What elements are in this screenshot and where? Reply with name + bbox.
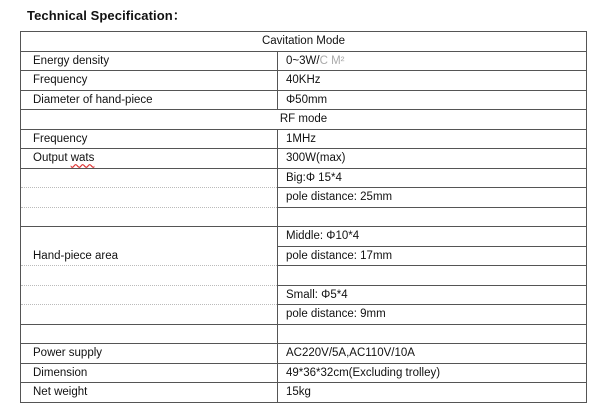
dimension-value: 49*36*32cm(Excluding trolley): [278, 363, 587, 383]
handpiece-spacer: [21, 285, 278, 305]
energy-density-value: 0~3W/C M²: [278, 51, 587, 71]
handpiece-spacer: [21, 168, 278, 188]
handpiece-spacer: [21, 305, 278, 325]
table-row: [21, 71, 587, 91]
handpiece-spacer: [21, 266, 278, 286]
table-row: [21, 266, 587, 286]
cavitation-frequency-value: 40KHz: [278, 71, 587, 91]
handpiece-diameter-label: Diameter of hand-piece: [21, 90, 278, 110]
dimension-label: Dimension: [21, 363, 278, 383]
rf-heading: RF mode: [21, 110, 587, 130]
table-row: [21, 51, 587, 71]
table-row: [21, 285, 587, 305]
rf-frequency-value: 1MHz: [278, 129, 587, 149]
table-row: [21, 188, 587, 208]
output-value: 300W(max): [278, 149, 587, 169]
table-row: [21, 110, 587, 130]
table-row: [21, 129, 587, 149]
table-row: [21, 344, 587, 364]
handpiece-gap: [278, 324, 587, 344]
handpiece-spacer: [21, 207, 278, 227]
table-row: [21, 227, 587, 247]
net-weight-value: 15kg: [278, 383, 587, 403]
handpiece-gap: [278, 266, 587, 286]
spellcheck-word: wats: [70, 152, 95, 165]
table-row: [21, 90, 587, 110]
power-supply-value: AC220V/5A,AC110V/10A: [278, 344, 587, 364]
energy-density-label: Energy density: [21, 51, 278, 71]
handpiece-big: Big:Φ 15*4: [278, 168, 587, 188]
table-row: [21, 149, 587, 169]
cavitation-frequency-label: Frequency: [21, 71, 278, 91]
handpiece-gap: [278, 207, 587, 227]
table-row: [21, 324, 587, 344]
handpiece-small: Small: Φ5*4: [278, 285, 587, 305]
net-weight-label: Net weight: [21, 383, 278, 403]
handpiece-spacer: [21, 188, 278, 208]
power-supply-label: Power supply: [21, 344, 278, 364]
handpiece-spacer: [21, 324, 278, 344]
section-title: Technical Specification：: [27, 8, 186, 23]
table-row: [21, 32, 587, 52]
table-row: [21, 305, 587, 325]
output-label: Output wats: [21, 149, 278, 169]
handpiece-small-pole: pole distance: 9mm: [278, 305, 587, 325]
table-row: [21, 383, 587, 403]
handpiece-area-label: Hand-piece area: [21, 227, 278, 266]
handpiece-big-pole: pole distance: 25mm: [278, 188, 587, 208]
handpiece-diameter-value: Φ50mm: [278, 90, 587, 110]
handpiece-middle-pole: pole distance: 17mm: [278, 246, 587, 266]
spec-table: [20, 31, 587, 403]
cavitation-heading: Cavitation Mode: [21, 32, 587, 52]
table-row: [21, 207, 587, 227]
energy-density-unit: C M²: [319, 54, 345, 67]
table-row: [21, 168, 587, 188]
table-row: [21, 363, 587, 383]
handpiece-middle: Middle: Φ10*4: [278, 227, 587, 247]
rf-frequency-label: Frequency: [21, 129, 278, 149]
